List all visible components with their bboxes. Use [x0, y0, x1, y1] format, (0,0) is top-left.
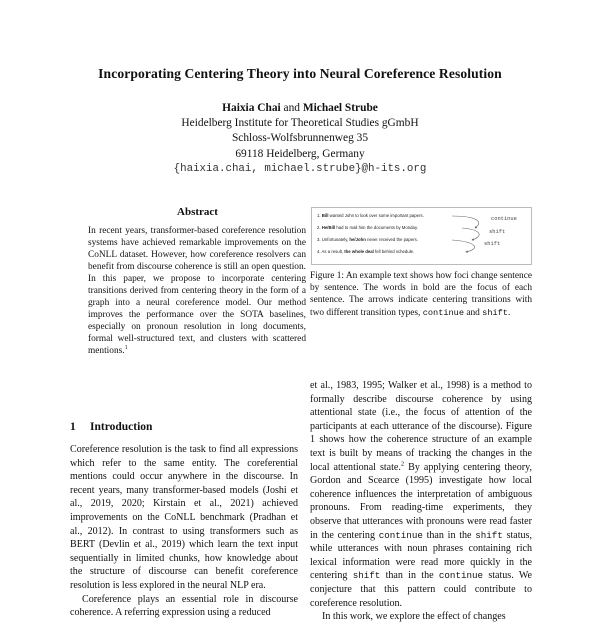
caption-code-continue: continue: [422, 307, 464, 318]
col2-text-a6: status. We conjecture that this pattern could contribute to coreference resolution.: [310, 570, 532, 609]
figure-line-pre: Unfortunately,: [320, 237, 350, 242]
caption-text: Figure 1: An example text shows how foci change sentence by sentence. The words in bold are the focus of each sentence. The arrows indicate centering transitions with two different transition types,: [310, 271, 532, 318]
figure-line-text: had to mail him the documents by Monday.: [335, 225, 418, 230]
col2-text-a5: than in the: [380, 570, 439, 582]
col2-text-a4: status, while utterances with noun phrases containing rich lexical information were read more quickly in the centering: [310, 529, 532, 582]
intro-paragraph-2: Coreference plays an essential role in discourse coherence. A referring expression using a reduced: [70, 593, 298, 619]
figure-1-caption: [310, 270, 532, 319]
col2-text-a3: than in the: [422, 529, 476, 541]
figure-line-number: 3.: [317, 237, 321, 242]
figure-focus-3: he/John: [349, 237, 366, 242]
section-number: 1: [70, 421, 76, 433]
figure-line-number: 4.: [317, 249, 321, 254]
caption-and: and: [463, 307, 483, 318]
col2-paragraph-1: [310, 379, 532, 610]
abstract-heading: Abstract: [177, 206, 218, 218]
section-heading-introduction: [70, 421, 300, 433]
arrow-shift-1: [462, 228, 479, 240]
figure-label-continue: continue: [491, 216, 517, 222]
paper-title: Incorporating Centering Theory into Neural Coreference Resolution: [98, 66, 502, 81]
abstract-text: [88, 226, 306, 357]
code-continue-2: continue: [438, 570, 484, 582]
author-names: [0, 101, 600, 116]
figure-line-text: never received the papers.: [365, 237, 418, 242]
figure-1: [311, 207, 532, 265]
code-shift-1: shift: [475, 529, 503, 541]
figure-focus-4: the whole deal: [344, 249, 374, 254]
author-and: and: [283, 102, 300, 114]
code-continue-1: continue: [378, 529, 423, 541]
figure-label-shift-1: shift: [489, 229, 506, 235]
city-address: 69118 Heidelberg, Germany: [235, 147, 365, 160]
col2-text-a2: By applying centering theory, Gordon and Scearce (1995) investigate how local coherence influences the interpretation of ambiguous pronouns. From reading-time experiments, they observe that utterances with pronouns were read faster in the centering: [310, 461, 532, 541]
figure-line-number: 2.: [317, 225, 321, 230]
arrow-continue: [452, 216, 479, 228]
intro-paragraph-1: Coreference resolution is the task to find all expressions which refer to the same entity. The coreferential mentions could occur anywhere in the discourse. In recent years, many transformer-based models (Joshi et al., 2019, 2020; Kirstain et al., 2021) achieved improvements on the CoNLL benchmark (Pradhan et al., 2012). In contrast to using transformers such as BERT (Devlin et al., 2019) which learn the text input sequentially in limited chunks, how knowledge about the structure of discourse can benefit coreference resolution is less explored in the neural NLP era.: [70, 444, 298, 591]
arrow-shift-2: [452, 240, 475, 252]
figure-focus-1: Bill: [321, 213, 329, 218]
figure-line-text: wanted John to look over some important papers.: [328, 213, 424, 218]
abstract-body: In recent years, transformer-based coreference resolution systems have achieved remarkable improvements on the CoNLL dataset. However, how coreference resolvers can benefit from discourse coherence is still an open question. In this paper, we propose to incorporate centering transitions derived from centering theory in the form of a graph into a neural coreference model. Our method improves the performance over the SOTA baselines, especially on pronoun resolution in long documents, formal well-structured text, and clusters with scattered mentions.: [88, 226, 306, 356]
author-2: Michael Strube: [302, 102, 378, 114]
figure-line-pre: As a result,: [320, 249, 345, 254]
figure-line-text: fell behind schedule.: [373, 249, 415, 254]
figure-label-shift-2: shift: [484, 241, 501, 247]
col2-text-a1: et al., 1983, 1995; Walker et al., 1998) is a method to formally describe discourse coherence by using attentional state (i.e., the focus of attention of the participants at each utterance of the discourse). Figure 1 shows how the coherence structure of an example text is built by means of tracking the changes in the local attentional state.: [310, 380, 532, 473]
col2-paragraph-2: In this work, we explore the effect of changes: [322, 611, 506, 623]
caption-code-shift: shift: [482, 307, 508, 318]
footnote-marker-2: 2: [400, 460, 405, 468]
caption-end: .: [507, 307, 511, 318]
figure-focus-2: He/Bill: [321, 225, 336, 230]
affiliation: Heidelberg Institute for Theoretical Studies gGmbH: [181, 117, 419, 130]
right-column-text: [310, 379, 532, 624]
author-1: Haixia Chai: [222, 102, 281, 114]
street-address: Schloss-Wolfsbrunnenweg 35: [231, 132, 369, 145]
figure-line-number: 1.: [317, 213, 321, 218]
section-title: Introduction: [90, 421, 153, 433]
code-shift-2: shift: [352, 570, 381, 582]
author-emails: {haixia.chai, michael.strube}@h-its.org: [173, 162, 427, 175]
introduction-text: [70, 443, 298, 620]
footnote-marker-1: 1: [124, 344, 128, 351]
author-block: [0, 101, 600, 177]
